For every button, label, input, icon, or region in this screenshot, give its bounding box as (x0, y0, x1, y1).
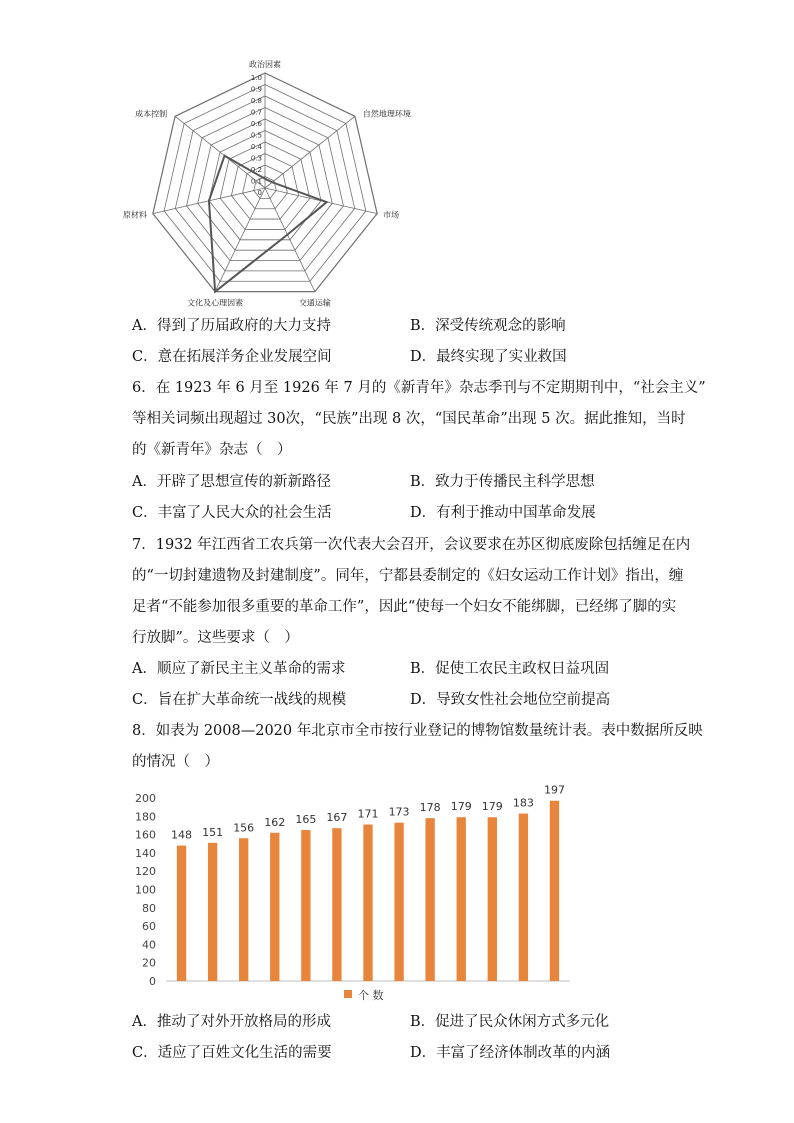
q8-option-d[interactable]: D．丰富了经济体制改革的内涵 (410, 1045, 611, 1061)
data-label: 171 (357, 807, 379, 821)
bar (519, 814, 528, 981)
y-tick-label: 0 (149, 975, 156, 988)
bar-chart (120, 774, 580, 1006)
q7-option-a[interactable]: A．顺应了新民主主义革命的需求 (132, 661, 346, 677)
q8-option-a[interactable]: A．推动了对外开放格局的形成 (132, 1014, 331, 1030)
radar-axis-label: 自然地理环境 (362, 109, 411, 119)
y-tick-label: 120 (135, 865, 156, 879)
radar-axis-label: 文化及心理因素 (187, 298, 244, 308)
y-tick-label: 160 (135, 828, 156, 842)
radar-scale-label: 1.0 (250, 74, 262, 82)
radar-scale-label: 0.6 (250, 120, 262, 128)
q5-option-b[interactable]: B．深受传统观念的影响 (410, 318, 566, 334)
y-tick-label: 200 (135, 792, 156, 805)
radar-axis-label: 市场 (383, 210, 400, 220)
bar (208, 843, 217, 981)
bar (363, 825, 372, 981)
q6-stem-line-2: 等相关词频出现超过 30次，“民族”出现 8 次，“国民革命”出现 5 次。据此推知，当时 (132, 411, 686, 427)
y-tick-label: 100 (135, 883, 156, 897)
radar-chart (120, 58, 540, 310)
y-tick-label: 60 (142, 920, 156, 934)
data-label: 167 (326, 811, 348, 825)
radar-scale-label: 0.5 (250, 131, 262, 140)
q5-option-d[interactable]: D．最终实现了实业救国 (410, 349, 567, 365)
radar-spoke (265, 116, 355, 188)
data-label: 173 (388, 805, 410, 819)
q6-option-b[interactable]: B．致力于传播民主科学思想 (410, 474, 595, 490)
bar (425, 818, 434, 981)
bar (301, 830, 310, 981)
radar-scale-label: 0.7 (250, 108, 262, 117)
legend-label: 个 数 (358, 989, 384, 1002)
data-label: 197 (543, 783, 565, 797)
q7-option-c[interactable]: C．旨在扩大革命统一战线的规模 (132, 692, 347, 708)
q7-option-b[interactable]: B．促使工农民主政权日益巩固 (410, 661, 610, 677)
bar (332, 828, 341, 981)
y-tick-label: 40 (142, 938, 156, 952)
y-tick-label: 80 (142, 901, 156, 915)
radar-scale-label: 0.3 (250, 154, 262, 163)
y-tick-label: 180 (135, 810, 156, 824)
q8-option-b[interactable]: B．促进了民众休闲方式多元化 (410, 1014, 610, 1030)
q5-option-c[interactable]: C．意在拓展洋务企业发展空间 (132, 349, 332, 365)
data-label: 165 (295, 813, 317, 827)
q6-stem-line-3: 的《新青年》杂志（ ） (132, 442, 292, 458)
radar-scale-label: 0 (257, 189, 262, 197)
radar-axis-label: 政治因素 (249, 60, 281, 69)
q6-option-a[interactable]: A．开辟了思想宣传的新新路径 (132, 474, 331, 490)
data-label: 162 (264, 815, 286, 829)
data-label: 183 (512, 796, 534, 810)
legend (344, 988, 384, 1002)
y-tick-label: 20 (142, 956, 156, 970)
radar-grid (153, 73, 377, 292)
q8-option-c[interactable]: C．适应了百姓文化生活的需要 (132, 1045, 332, 1061)
y-tick-label: 140 (135, 846, 156, 860)
bar (270, 833, 279, 981)
radar-scale-label: 0.1 (250, 177, 262, 186)
q6-stem-line-1: 6．在 1923 年 6 月至 1926 年 7 月的《新青年》杂志季刊与不定期期刊中，“社会主义” (132, 380, 706, 396)
bar (550, 801, 559, 981)
data-label: 178 (419, 801, 441, 815)
radar-scale-label: 0.2 (250, 166, 262, 174)
y-axis-ticks (135, 792, 156, 988)
legend-swatch (344, 990, 352, 998)
radar-scale-label: 0.9 (250, 85, 262, 94)
q7-stem-line-3: 足者“不能参加很多重要的革命工作”，因此“使每一个妇女不能绑脚，已经绑了脚的实 (132, 599, 677, 615)
q7-option-d[interactable]: D．导致女性社会地位空前提高 (410, 692, 611, 708)
bar (239, 838, 248, 981)
q7-stem-line-2: 的“一切封建遗物及封建制度”。同年，宁都县委制定的《妇女运动工作计划》指出，缠 (132, 568, 684, 584)
bar (394, 823, 403, 981)
bar (457, 817, 466, 981)
data-label: 179 (481, 800, 503, 814)
bar (177, 846, 186, 981)
q8-stem-line-1: 8．如表为 2008—2020 年北京市全市按行业登记的博物馆数量统计表。表中数据所反映 (132, 723, 703, 739)
radar-axis-label: 原材料 (122, 210, 147, 220)
radar-scale-labels (251, 74, 263, 197)
q6-option-d[interactable]: D．有利于推动中国革命发展 (410, 505, 596, 521)
data-label: 179 (450, 800, 472, 814)
radar-axis-labels (123, 59, 411, 308)
radar-axis-label: 成本控制 (135, 109, 168, 119)
q7-stem-line-1: 7．1932 年江西省工农兵第一次代表大会召开，会议要求在苏区彻底废除包括缠足在内 (132, 537, 691, 553)
q8-stem-line-2: 的情况（ ） (132, 754, 219, 770)
radar-axis-label: 交通运输 (298, 298, 331, 308)
q7-stem-line-4: 行放脚”。这些要求（ ） (132, 630, 299, 646)
radar-scale-label: 0.8 (250, 97, 262, 105)
radar-scale-label: 0.4 (250, 143, 262, 151)
bar (488, 817, 497, 981)
q6-option-c[interactable]: C．丰富了人民大众的社会生活 (132, 505, 332, 521)
data-label: 148 (171, 828, 193, 842)
data-label: 156 (233, 821, 255, 835)
q5-option-a[interactable]: A．得到了历届政府的大力支持 (132, 318, 331, 334)
data-label: 151 (202, 825, 224, 839)
